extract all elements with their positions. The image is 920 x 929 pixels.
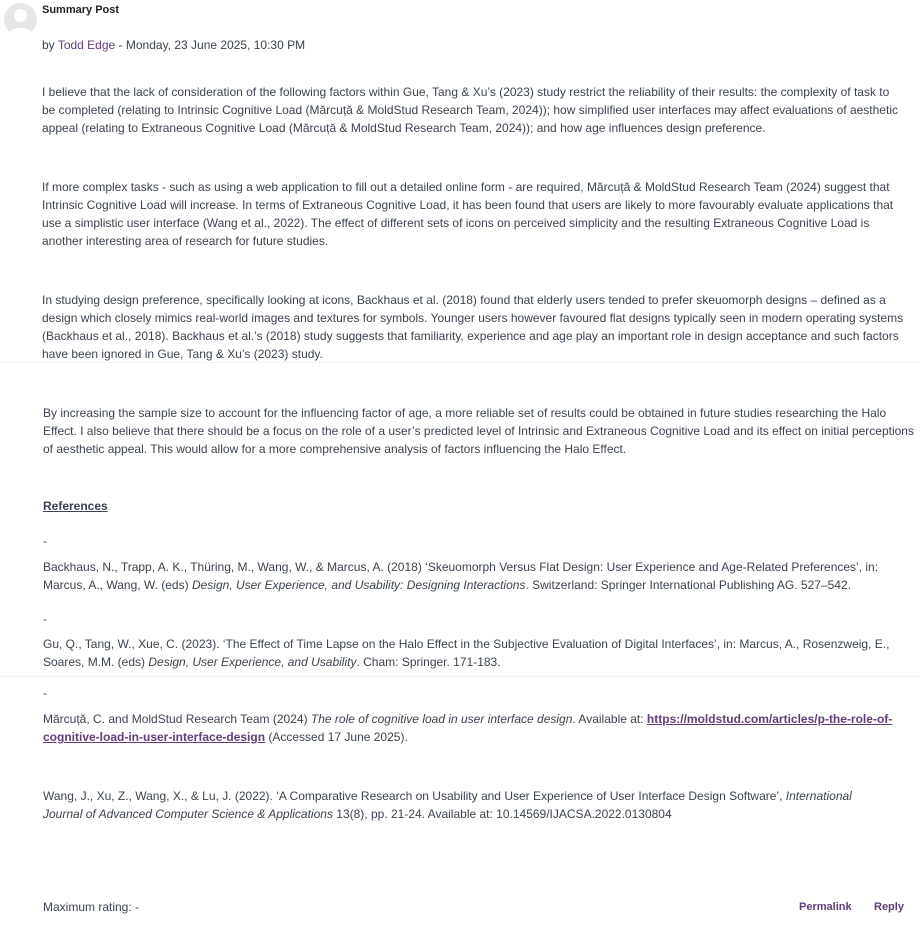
reference-3-title: The role of cognitive load in user interface design: [310, 712, 573, 726]
reply-button[interactable]: Reply: [874, 901, 904, 913]
user-avatar-icon: [4, 3, 37, 36]
paragraph-1: I believe that the lack of consideration of the following factors within Gue, Tang & Xu’s (2023) study restrict the reliability of their results: the complexity of task to be completed (relating to Intrinsic Cognitive Load (Mărcuță & MoldStud Research Team, 2024)); how simplified user interfaces may affect evaluations of aesthetic appeal (relating to Extraneous Cognitive Load (Mărcuță & MoldStud Research Team, 2024)); and how age influences design preference.: [42, 85, 898, 135]
reference-4-tail: 13(8), pp. 21-24. Available at: 10.14569/IJACSA.2022.0130804: [332, 807, 672, 821]
reference-1-text: Backhaus, N., Trapp, A. K., Thüring, M., Wang, W., & Marcus, A. (2018) ‘Skeuomorph Versus Flat Design: User Experience and Age-Related Preferences’, in: Marcus, A., Wang, W. (eds): [43, 560, 879, 592]
maximum-rating: Maximum rating: -: [43, 900, 140, 914]
references-heading: References: [43, 499, 108, 513]
reference-dash: -: [43, 612, 47, 626]
paragraph-2: If more complex tasks - such as using a web application to fill out a detailed online form - are required, Mărcuță & MoldStud Research Team (2024) suggest that Intrinsic Cognitive Load will increase. In terms of Extraneous Cognitive Load, it has been found that users are likely to more favourably evaluate applications that use a simplistic user interface (Wang et al., 2022). The effect of different sets of icons on perceived simplicity and the resulting Extraneous Cognitive Load is another interesting area of research for future studies.: [42, 180, 894, 248]
reference-4-journal: International Journal of Advanced Computer Science & Applications: [43, 789, 852, 821]
post-date: - Monday, 23 June 2025, 10:30 PM: [118, 38, 306, 52]
reference-dash: -: [43, 534, 47, 548]
reference-dash: -: [43, 686, 47, 700]
reference-3-mid: . Available at:: [572, 712, 647, 726]
byline-prefix: by: [42, 38, 55, 52]
reference-2: [43, 635, 905, 671]
section-divider: [0, 676, 920, 677]
reference-1: [43, 558, 913, 594]
reference-1-title: Design, User Experience, and Usability: Designing Interactions: [191, 578, 526, 592]
reference-3: [43, 710, 919, 746]
post-subject: Summary Post: [42, 4, 120, 16]
permalink-button[interactable]: Permalink: [799, 901, 852, 913]
section-divider: [0, 362, 920, 363]
post-byline: [42, 38, 305, 52]
reference-2-tail: . Cham: Springer. 171-183.: [356, 655, 501, 669]
paragraph-3: In studying design preference, specifically looking at icons, Backhaus et al. (2018) found that elderly users tended to prefer skeuomorph designs – defined as a design which closely mimics real-world images and textures for symbols. Younger users however favoured flat designs typically seen in modern operating systems (Backhaus et al., 2018). Backhaus et al.’s (2018) study suggests that familiarity, experience and age play an important role in design acceptance and such factors have been ignored in Gue, Tang & Xu’s (2023) study.: [42, 293, 904, 361]
reference-3-text: Mărcuță, C. and MoldStud Research Team (2024): [43, 712, 311, 726]
reference-3-tail: (Accessed 17 June 2025).: [265, 730, 408, 744]
author-link[interactable]: Todd Edge: [57, 38, 116, 52]
paragraph-4: By increasing the sample size to account for the influencing factor of age, a more reliable set of results could be obtained in future studies researching the Halo Effect. I also believe that there should be a focus on the role of a user’s predicted level of Intrinsic and Extraneous Cognitive Load and its effect on initial perceptions of aesthetic appeal. This would allow for a more comprehensive analysis of factors influencing the Halo Effect.: [43, 406, 914, 456]
avatar[interactable]: [4, 3, 37, 36]
reference-4-text: Wang, J., Xu, Z., Wang, X., & Lu, J. (2022). ‘A Comparative Research on Usability and User Experience of User Interface Design Software’,: [43, 789, 786, 803]
reference-1-tail: . Switzerland: Springer International Publishing AG. 527–542.: [525, 578, 851, 592]
reference-4: [43, 787, 883, 823]
reference-3-link[interactable]: https://moldstud.com/articles/p-the-role-of-cognitive-load-in-user-interface-design: [43, 712, 893, 744]
reference-2-title: Design, User Experience, and Usability: [148, 655, 357, 669]
reference-2-text: Gu, Q., Tang, W., Xue, C. (2023). ‘The Effect of Time Lapse on the Halo Effect in the Subjective Evaluation of Digital Interfaces’, in: Marcus, A., Rosenzweig, E., Soares, M.M. (eds): [43, 637, 890, 669]
